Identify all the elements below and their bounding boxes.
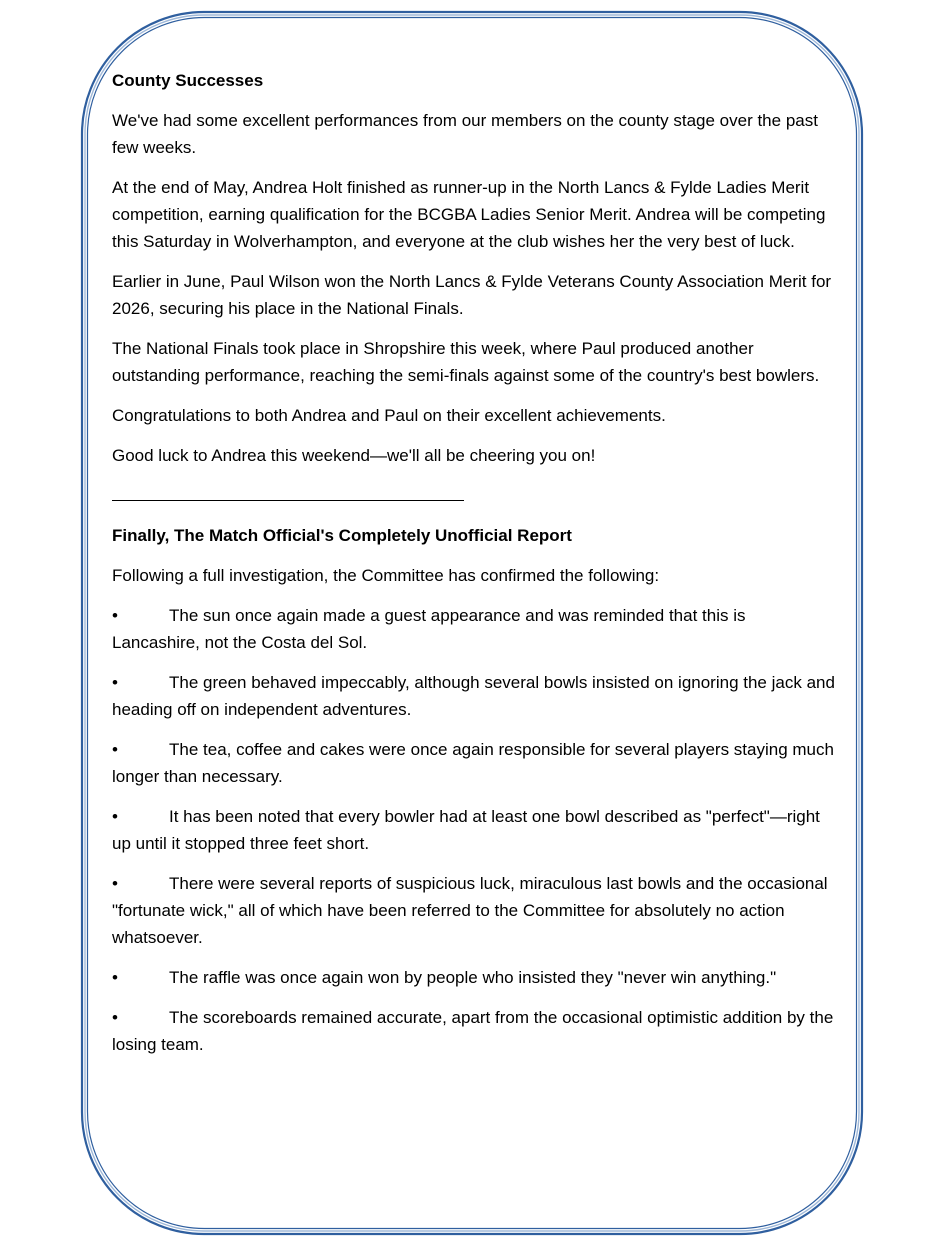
newsletter-content xyxy=(112,67,836,1071)
paragraph: Earlier in June, Paul Wilson won the North Lancs & Fylde Veterans County Association Merit for 2026, securing his place in the National Finals. xyxy=(112,272,832,318)
paragraph: Good luck to Andrea this weekend—we'll all be cheering you on! xyxy=(112,446,596,465)
list-item xyxy=(112,602,836,656)
section-heading-unofficial-report: Finally, The Match Official's Completely Unofficial Report xyxy=(112,526,572,545)
list-item-text: There were several reports of suspicious luck, miraculous last bowls and the occasional "fortunate wick," all of which have been referred to the Committee for absolutely no action whatsoever. xyxy=(112,874,828,947)
paragraph: We've had some excellent performances from our members on the county stage over the past few weeks. xyxy=(112,111,818,157)
section-heading-county-successes: County Successes xyxy=(112,71,264,90)
paragraph: At the end of May, Andrea Holt finished as runner-up in the North Lancs & Fylde Ladies Merit competition, earning qualification for the BCGBA Ladies Senior Merit. Andrea will be competing this Saturday in Wolverhampton, and everyone at the club wishes her the very best of luck. xyxy=(112,178,826,251)
paragraph: Congratulations to both Andrea and Paul on their excellent achievements. xyxy=(112,406,666,425)
list-item xyxy=(112,803,836,857)
bullet-icon: • xyxy=(112,968,118,987)
list-item xyxy=(112,736,836,790)
list-item xyxy=(112,964,836,991)
list-item-text: It has been noted that every bowler had at least one bowl described as "perfect"—right up until it stopped three feet short. xyxy=(112,807,820,853)
report-intro: Following a full investigation, the Committee has confirmed the following: xyxy=(112,566,660,585)
section-divider xyxy=(112,482,836,509)
bullet-icon: • xyxy=(112,673,118,692)
bullet-icon: • xyxy=(112,740,118,759)
list-item-text: The raffle was once again won by people who insisted they "never win anything." xyxy=(169,968,777,987)
bullet-icon: • xyxy=(112,807,118,826)
list-item xyxy=(112,1004,836,1058)
list-item xyxy=(112,870,836,951)
list-item-text: The scoreboards remained accurate, apart from the occasional optimistic addition by the losing team. xyxy=(112,1008,834,1054)
bullet-icon: • xyxy=(112,606,118,625)
paragraph: The National Finals took place in Shropshire this week, where Paul produced another outstanding performance, reaching the semi-finals against some of the country's best bowlers. xyxy=(112,339,820,385)
bullet-icon: • xyxy=(112,874,118,893)
list-item-text: The green behaved impeccably, although several bowls insisted on ignoring the jack and heading off on independent adventures. xyxy=(112,673,835,719)
list-item-text: The sun once again made a guest appearance and was reminded that this is Lancashire, not the Costa del Sol. xyxy=(112,606,746,652)
list-item-text: The tea, coffee and cakes were once again responsible for several players staying much longer than necessary. xyxy=(112,740,834,786)
bullet-icon: • xyxy=(112,1008,118,1027)
list-item xyxy=(112,669,836,723)
